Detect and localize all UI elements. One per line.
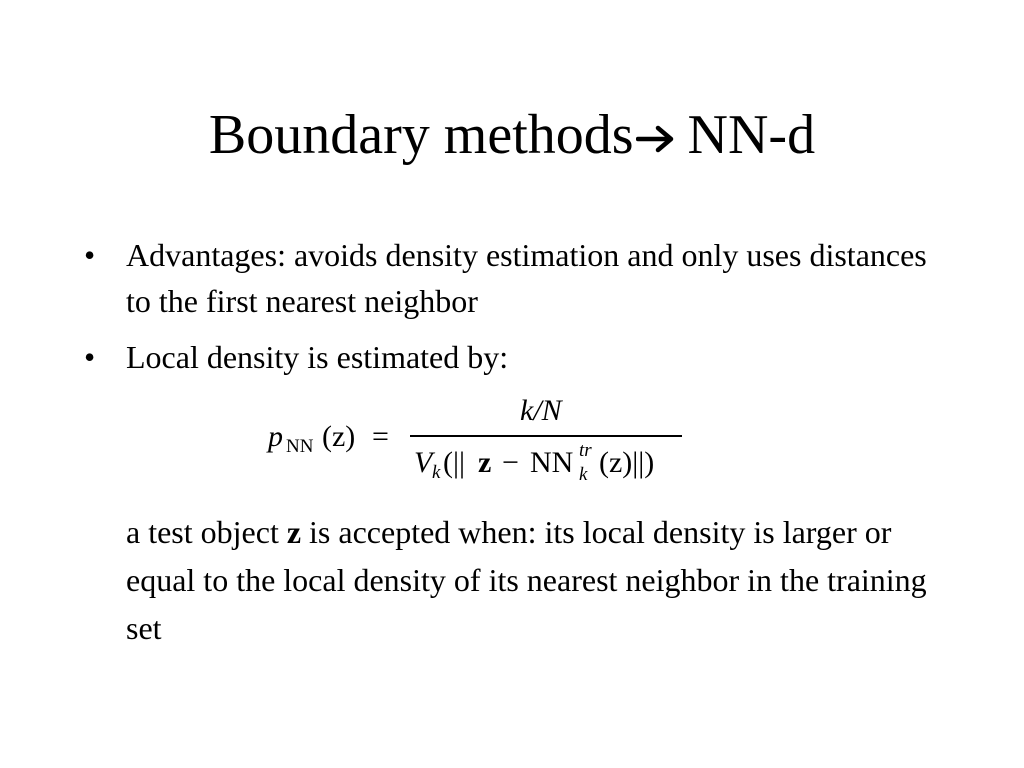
formula-V-subscript: k xyxy=(432,462,441,483)
formula-close-norm: (z)||) xyxy=(599,446,655,479)
formula-equals: = xyxy=(372,420,389,453)
right-arrow-icon xyxy=(636,100,676,170)
formula-NN-subscript: k xyxy=(579,464,588,485)
bullet-item-local-density xyxy=(84,334,944,380)
bullet-text: Local density is estimated by: xyxy=(126,339,509,375)
formula-numerator: k/N xyxy=(520,394,562,427)
title-text-after: NN-d xyxy=(687,104,816,166)
acceptance-symbol-z: z xyxy=(286,514,302,550)
density-formula xyxy=(266,390,686,486)
bullet-list xyxy=(84,232,944,390)
formula-z: z xyxy=(478,446,492,479)
bullet-item-advantages xyxy=(84,232,944,324)
bullet-marker: • xyxy=(84,339,96,375)
formula-p-subscript: NN xyxy=(286,436,314,457)
acceptance-rule xyxy=(126,508,956,652)
slide-title xyxy=(0,100,1024,170)
formula-minus: − xyxy=(502,446,519,479)
formula-open-norm: (|| xyxy=(443,446,466,479)
bullet-marker: • xyxy=(84,237,96,273)
acceptance-prefix: a test object xyxy=(126,514,287,550)
formula-V: V xyxy=(414,446,433,479)
acceptance-suffix: is accepted when: its local density is larger or equal to the local density of its nearest neighbor in the training set xyxy=(126,514,927,646)
formula-NN-superscript: tr xyxy=(579,440,592,461)
bullet-text: Advantages: avoids density estimation and only uses distances to the first nearest neighbor xyxy=(126,237,927,319)
formula-NN: NN xyxy=(530,446,574,479)
formula-p: p xyxy=(268,420,283,453)
formula-lhs-argument: (z) xyxy=(322,420,356,453)
title-text-before: Boundary methods xyxy=(208,104,634,166)
